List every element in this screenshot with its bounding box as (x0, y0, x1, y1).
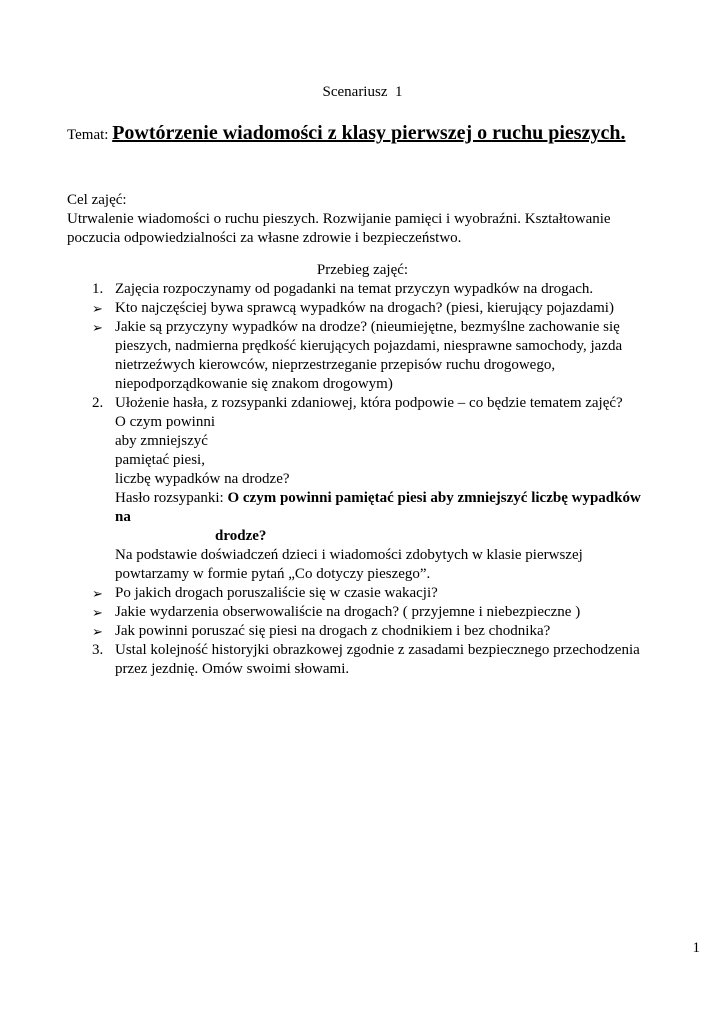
list-item-text: Po jakich drogach poruszaliście się w czasie wakacji? (115, 585, 438, 601)
bullet-arrow-icon: ➢ (92, 301, 103, 316)
list-item (67, 280, 658, 299)
list-item (67, 641, 658, 679)
bullet-arrow-icon: ➢ (92, 586, 103, 601)
list-item-text: Hasło rozsypanki: O czym powinni pamiętać piesi aby zmniejszyć liczbę wypadków na (115, 490, 641, 525)
list-number (92, 432, 115, 451)
list-item-text: O czym powinni (115, 414, 215, 430)
list-item-text: Jakie są przyczyny wypadków na drodze? (nieumiejętne, bezmyślne zachowanie się pieszych, nadmierna prędkość kierujących pojazdami, niesprawne samochody, jazda nietrzeźwych kierowców, nieprzestrzeganie przepisów ruchu drogowego, niepodporządkowanie się znakom drogowym) (115, 319, 623, 392)
list-number: 3. (92, 642, 104, 658)
list-item-continuation (67, 413, 658, 432)
list-item-continuation (67, 451, 658, 470)
bullet-arrow-icon: ➢ (92, 624, 103, 639)
list-item-continuation (67, 470, 658, 489)
list-item-text: pamiętać piesi, (115, 452, 205, 468)
list-item-text: Kto najczęściej bywa sprawcą wypadków na drogach? (piesi, kierujący pojazdami) (115, 300, 614, 316)
list-item-text: aby zmniejszyć (115, 433, 208, 449)
plan-heading: Przebieg zajęć: (316, 262, 409, 278)
topic-line (67, 124, 658, 145)
page-number: 1 (692, 940, 700, 956)
list-item-continuation (67, 489, 658, 527)
list-number (92, 489, 115, 527)
list-item (67, 622, 658, 641)
list-item-text: Ustal kolejność historyjki obrazkowej zgodnie z zasadami bezpiecznego przechodzenia przez jezdnię. Omów swoimi słowami. (115, 642, 640, 677)
list-number: 2. (92, 395, 104, 411)
list-number (92, 527, 115, 546)
topic-title: Powtórzenie wiadomości z klasy pierwszej o ruchu pieszych. (112, 122, 626, 144)
list-item-text: Jakie wydarzenia obserwowaliście na drogach? ( przyjemne i niebezpieczne ) (115, 604, 581, 620)
list-item-continuation (67, 432, 658, 451)
goal-text: Utrwalenie wiadomości o ruchu pieszych. Rozwijanie pamięci i wyobraźni. Kształtowanie poczucia odpowiedzialności za własne zdrowie i bezpieczeństwo. (67, 211, 611, 246)
list-item (67, 299, 658, 318)
list-item-text: drodze? (215, 528, 267, 544)
list-item-continuation (67, 546, 658, 584)
topic-label: Temat: (67, 127, 109, 143)
list-number (92, 470, 115, 489)
list-number (92, 546, 115, 584)
goal-label: Cel zajęć: (67, 192, 127, 208)
list-item (67, 603, 658, 622)
list-item-continuation (67, 527, 658, 546)
list-item-text: Zajęcia rozpoczynamy od pogadanki na temat przyczyn wypadków na drogach. (115, 281, 594, 297)
list-item (67, 584, 658, 603)
bullet-arrow-icon: ➢ (92, 605, 103, 620)
list-item-text: Na podstawie doświadczeń dzieci i wiadomości zdobytych w klasie pierwszej powtarzamy w formie pytań „Co dotyczy pieszego”. (115, 547, 583, 582)
list-item (67, 318, 658, 394)
bullet-arrow-icon: ➢ (92, 320, 103, 335)
list-number: 1. (92, 281, 104, 297)
list-number (92, 451, 115, 470)
list-number (92, 413, 115, 432)
plan-list (67, 280, 658, 679)
document-header: Scenariusz 1 (322, 84, 403, 100)
list-item-text: Jak powinni poruszać się piesi na drogach z chodnikiem i bez chodnika? (115, 623, 551, 639)
list-item (67, 394, 658, 413)
list-item-text: Ułożenie hasła, z rozsypanki zdaniowej, która podpowie – co będzie tematem zajęć? (115, 395, 623, 411)
list-item-text: liczbę wypadków na drodze? (115, 471, 290, 487)
